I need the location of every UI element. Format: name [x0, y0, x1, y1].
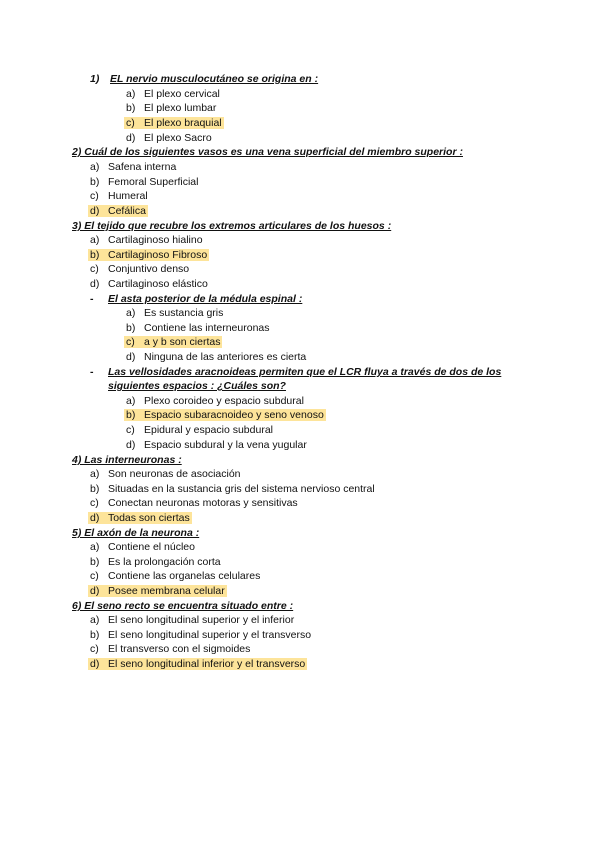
q1-option-b: b) El plexo lumbar: [126, 102, 217, 114]
q4-option-a: a) Son neuronas de asociación: [90, 468, 241, 480]
sub2-option-c: c) Epidural y espacio subdural: [126, 424, 273, 436]
question-5-text: 5) El axón de la neurona :: [72, 527, 200, 539]
question-3-text: 3) El tejido que recubre los extremos articulares de los huesos :: [72, 220, 392, 232]
subquestion-vellosidades: [90, 366, 501, 379]
subquestion-asta-text: El asta posterior de la médula espinal :: [108, 293, 303, 305]
subquestion-asta-posterior: [90, 293, 302, 306]
question-4-text: 4) Las interneuronas :: [72, 454, 182, 466]
sub1-option-a: a) Es sustancia gris: [126, 307, 224, 319]
sub1-option-c-correct: c) a y b son ciertas: [126, 336, 221, 348]
q4-option-b: b) Situadas en la sustancia gris del sistema nervioso central: [90, 483, 375, 495]
q4-option-d-correct: d) Todas son ciertas: [90, 512, 190, 524]
sub1-option-b: b) Contiene las interneuronas: [126, 322, 270, 334]
subquestion-vellosidades-line1: Las vellosidades aracnoideas permiten que el LCR fluya a través de dos de los: [108, 366, 502, 378]
question-6-text: 6) El seno recto se encuentra situado entre :: [72, 600, 294, 612]
q1-option-a: a) El plexo cervical: [126, 88, 220, 100]
q5-option-b: b) Es la prolongación corta: [90, 556, 221, 568]
sub2-option-a: a) Plexo coroideo y espacio subdural: [126, 395, 304, 407]
q6-option-b: b) El seno longitudinal superior y el transverso: [90, 629, 312, 641]
q5-option-a: a) Contiene el núcleo: [90, 541, 195, 553]
q3-option-a: a) Cartilaginoso hialino: [90, 234, 203, 246]
q1-option-c-correct: c) El plexo braquial: [126, 117, 222, 129]
q2-option-b: b) Femoral Superficial: [90, 176, 199, 188]
q2-option-a: a) Safena interna: [90, 161, 177, 173]
q2-option-d-correct: d) Cefálica: [90, 205, 146, 217]
sub2-option-b-correct: b) Espacio subaracnoideo y seno venoso: [126, 409, 324, 421]
q2-option-c: c) Humeral: [90, 190, 148, 202]
q4-option-c: c) Conectan neuronas motoras y sensitivas: [90, 497, 298, 509]
q1-option-d: d) El plexo Sacro: [126, 132, 212, 144]
q3-option-b-correct: b) Cartilaginoso Fibroso: [90, 249, 208, 261]
question-1: [90, 73, 318, 86]
q6-option-d-correct: d) El seno longitudinal inferior y el transverso: [90, 658, 306, 670]
question-1-number: 1): [90, 73, 100, 85]
q6-option-a: a) El seno longitudinal superior y el inferior: [90, 614, 295, 626]
sub2-option-d: d) Espacio subdural y la vena yugular: [126, 439, 307, 451]
bullet-dash: -: [90, 293, 94, 305]
q5-option-d-correct: d) Posee membrana celular: [90, 585, 225, 597]
q3-option-c: c) Conjuntivo denso: [90, 263, 190, 275]
question-2-text: 2) Cuál de los siguientes vasos es una vena superficial del miembro superior :: [72, 146, 463, 158]
bullet-dash: -: [90, 366, 94, 378]
q3-option-d: d) Cartilaginoso elástico: [90, 278, 208, 290]
q6-option-c: c) El transverso con el sigmoides: [90, 643, 251, 655]
subquestion-vellosidades-line2: siguientes espacios : ¿Cuáles son?: [108, 380, 286, 392]
q5-option-c: c) Contiene las organelas celulares: [90, 570, 261, 582]
sub1-option-d: d) Ninguna de las anteriores es cierta: [126, 351, 307, 363]
question-1-text: EL nervio musculocutáneo se origina en :: [110, 73, 319, 85]
